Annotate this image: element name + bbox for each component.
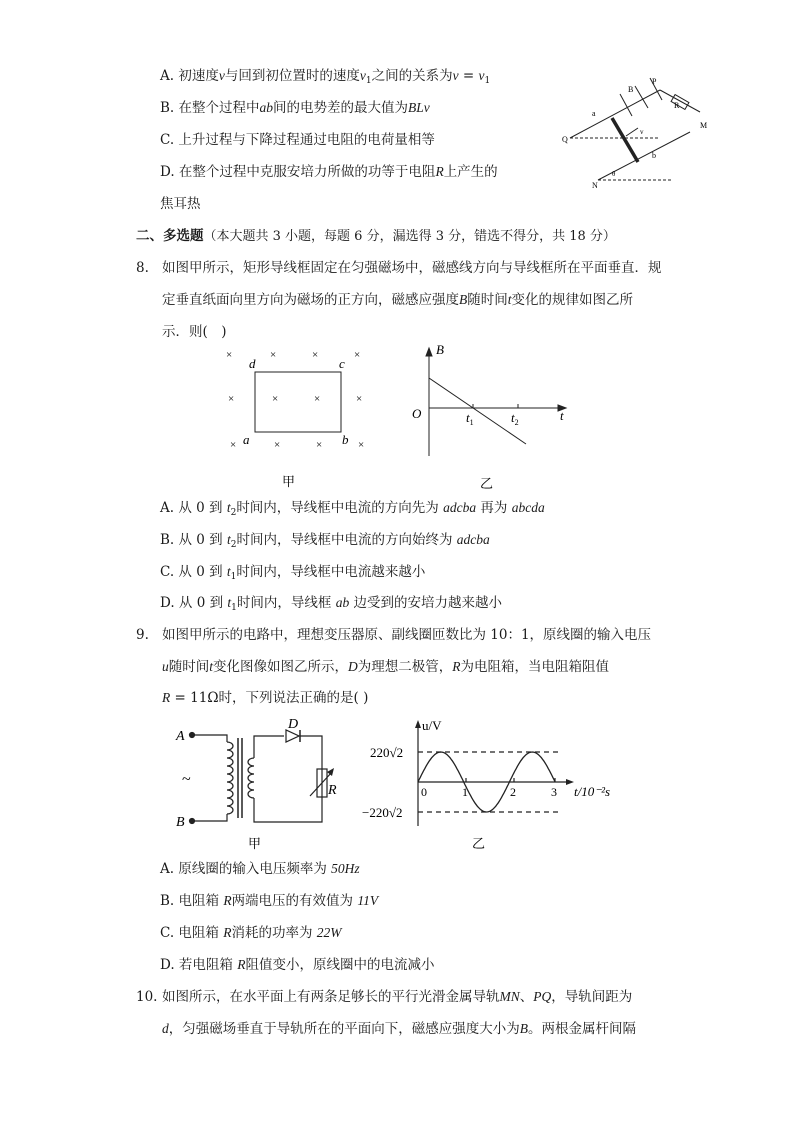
label-b-field: B xyxy=(628,85,634,94)
rectangular-coil xyxy=(255,372,341,432)
cross-mark: × xyxy=(356,393,363,405)
q9-figure-jia xyxy=(172,714,342,854)
q7-rail-figure xyxy=(560,72,710,194)
secondary-coil xyxy=(248,758,254,798)
ac-source-icon: ~ xyxy=(182,771,191,788)
metal-rod-ab xyxy=(612,118,638,162)
q8-number: 8. xyxy=(136,260,149,276)
q10-number: 10. xyxy=(136,989,158,1005)
q8-figure-jia xyxy=(220,344,370,494)
cross-mark: × xyxy=(354,349,361,361)
label-a: a xyxy=(592,109,596,118)
label-v: v xyxy=(640,128,644,136)
label-min: −220√2 xyxy=(362,805,403,820)
q9-stem-line-1: 如图甲所示的电路中，理想变压器原、副线圈匝数比为 10：1，原线圈的输入电压 xyxy=(162,627,652,643)
label-theta: θ xyxy=(612,170,616,178)
cross-mark: × xyxy=(314,393,321,405)
label-q: Q xyxy=(562,135,568,144)
cross-mark: × xyxy=(226,349,233,361)
caption-yi: 乙 xyxy=(472,836,486,851)
label-n: N xyxy=(592,181,598,190)
tick-label-2: 2 xyxy=(510,785,516,799)
u-axis-label: u/V xyxy=(422,718,442,733)
velocity-arrow xyxy=(626,128,638,136)
q8-option-d: D. 从 0 到 $t_1$时间内，导线框 ab 边受到的安培力越来越小 xyxy=(160,595,502,613)
cross-mark: × xyxy=(270,349,277,361)
secondary-wire-top-left xyxy=(254,736,284,758)
corner-label-d: d xyxy=(249,356,256,371)
corner-label-c: c xyxy=(339,356,345,371)
tick-label-1: 1 xyxy=(462,785,468,799)
primary-wire-bottom xyxy=(194,814,227,821)
rail-upper-right xyxy=(660,90,700,112)
q9-option-b: B. 电阻箱 R两端电压的有效值为 11V xyxy=(160,893,379,909)
q10-stem-line-2: d，匀强磁场垂直于导轨所在的平面向下，磁感应强度大小为B。两根金属杆间隔 xyxy=(162,1021,636,1037)
label-p: P xyxy=(652,77,657,86)
cross-mark: × xyxy=(312,349,319,361)
label-t2: $t_2$ xyxy=(511,410,519,427)
q9-stem-line-3: R = 11Ω时，下列说法正确的是( ) xyxy=(162,690,369,706)
variable-arrowhead xyxy=(327,768,334,776)
cross-mark: × xyxy=(230,439,237,451)
q8-stem-line-3: 示．则( ) xyxy=(162,324,227,340)
label-max: 220√2 xyxy=(370,745,404,760)
caption-yi: 乙 xyxy=(480,476,494,491)
terminal-a xyxy=(190,733,195,738)
caption-jia: 甲 xyxy=(282,474,296,489)
q9-number: 9. xyxy=(136,627,149,643)
q8-stem-line-2: 定垂直纸面向里方向为磁场的正方向，磁感应强度B随时间t变化的规律如图乙所 xyxy=(162,292,634,308)
cross-mark: × xyxy=(274,439,281,451)
label-t1: $t_1$ xyxy=(466,410,474,427)
q9-option-d: D. 若电阻箱 R阻值变小，原线圈中的电流减小 xyxy=(160,957,435,973)
q7-option-d: D. 在整个过程中克服安培力所做的功等于电阻R上产生的 xyxy=(160,164,498,180)
q7-option-a: A. 初速度v与回到初位置时的速度$v_1$之间的关系为$v = v_1$ xyxy=(160,68,491,86)
q8-figure-yi xyxy=(408,340,578,494)
origin-label: O xyxy=(412,406,422,421)
primary-wire-top xyxy=(194,735,227,742)
cross-mark: × xyxy=(358,439,365,451)
label-d: D xyxy=(288,717,299,732)
label-b: B xyxy=(436,342,444,357)
u-axis-arrow xyxy=(415,720,421,728)
b-axis-arrow xyxy=(426,348,432,356)
terminal-b xyxy=(190,819,195,824)
t-axis-arrow xyxy=(566,779,574,785)
tick-label-3: 3 xyxy=(551,785,557,799)
q8-stem-line-1: 如图甲所示，矩形导线框固定在匀强磁场中，磁感线方向与导线框所在平面垂直．规 xyxy=(162,260,662,276)
cross-mark: × xyxy=(272,393,279,405)
q8-option-b: B. 从 0 到 $t_2$时间内，导线框中电流的方向始终为 adcba xyxy=(160,532,490,550)
t-axis-label: t/10⁻²s xyxy=(574,784,611,799)
field-line-1 xyxy=(620,94,632,116)
q7-option-c: C. 上升过程与下降过程通过电阻的电荷量相等 xyxy=(160,132,435,148)
q7-option-b: B. 在整个过程中ab间的电势差的最大值为BLv xyxy=(160,100,430,116)
q8-option-a: A. 从 0 到 $t_2$时间内，导线框中电流的方向先为 adcba 再为 abcda xyxy=(160,500,545,518)
cross-mark: × xyxy=(228,393,235,405)
primary-coil xyxy=(227,742,233,814)
secondary-loop xyxy=(254,736,322,822)
label-m: M xyxy=(700,121,708,130)
q9-option-c: C. 电阻箱 R消耗的功率为 22W xyxy=(160,925,342,941)
label-b-end: b xyxy=(652,151,656,160)
label-a: A xyxy=(176,729,185,744)
cross-mark: × xyxy=(316,439,323,451)
tick-label-0: 0 xyxy=(421,785,427,799)
caption-jia: 甲 xyxy=(248,836,262,851)
label-b: B xyxy=(176,815,185,830)
q9-figure-yi xyxy=(362,714,632,854)
q9-stem-line-2: u随时间t变化图像如图乙所示，D为理想二极管，R为电阻箱，当电阻箱阻值 xyxy=(162,659,610,675)
q10-stem-line-1: 如图所示，在水平面上有两条足够长的平行光滑金属导轨MN、PQ，导轨间距为 xyxy=(162,989,633,1005)
corner-label-a: a xyxy=(243,432,250,447)
label-r: R xyxy=(328,783,337,798)
label-r: R xyxy=(674,101,680,110)
q9-option-a: A. 原线圈的输入电压频率为 50Hz xyxy=(160,861,360,877)
q7-option-d-cont: 焦耳热 xyxy=(160,196,201,212)
q8-option-c: C. 从 0 到 $t_1$时间内，导线框中电流越来越小 xyxy=(160,564,426,582)
corner-label-b: b xyxy=(342,432,349,447)
section-2-heading: 二、多选题（本大题共 3 小题，每题 6 分，漏选得 3 分，错选不得分，共 18 分） xyxy=(136,228,616,244)
rail-upper-left xyxy=(570,90,660,138)
label-t-axis: t xyxy=(560,408,564,423)
